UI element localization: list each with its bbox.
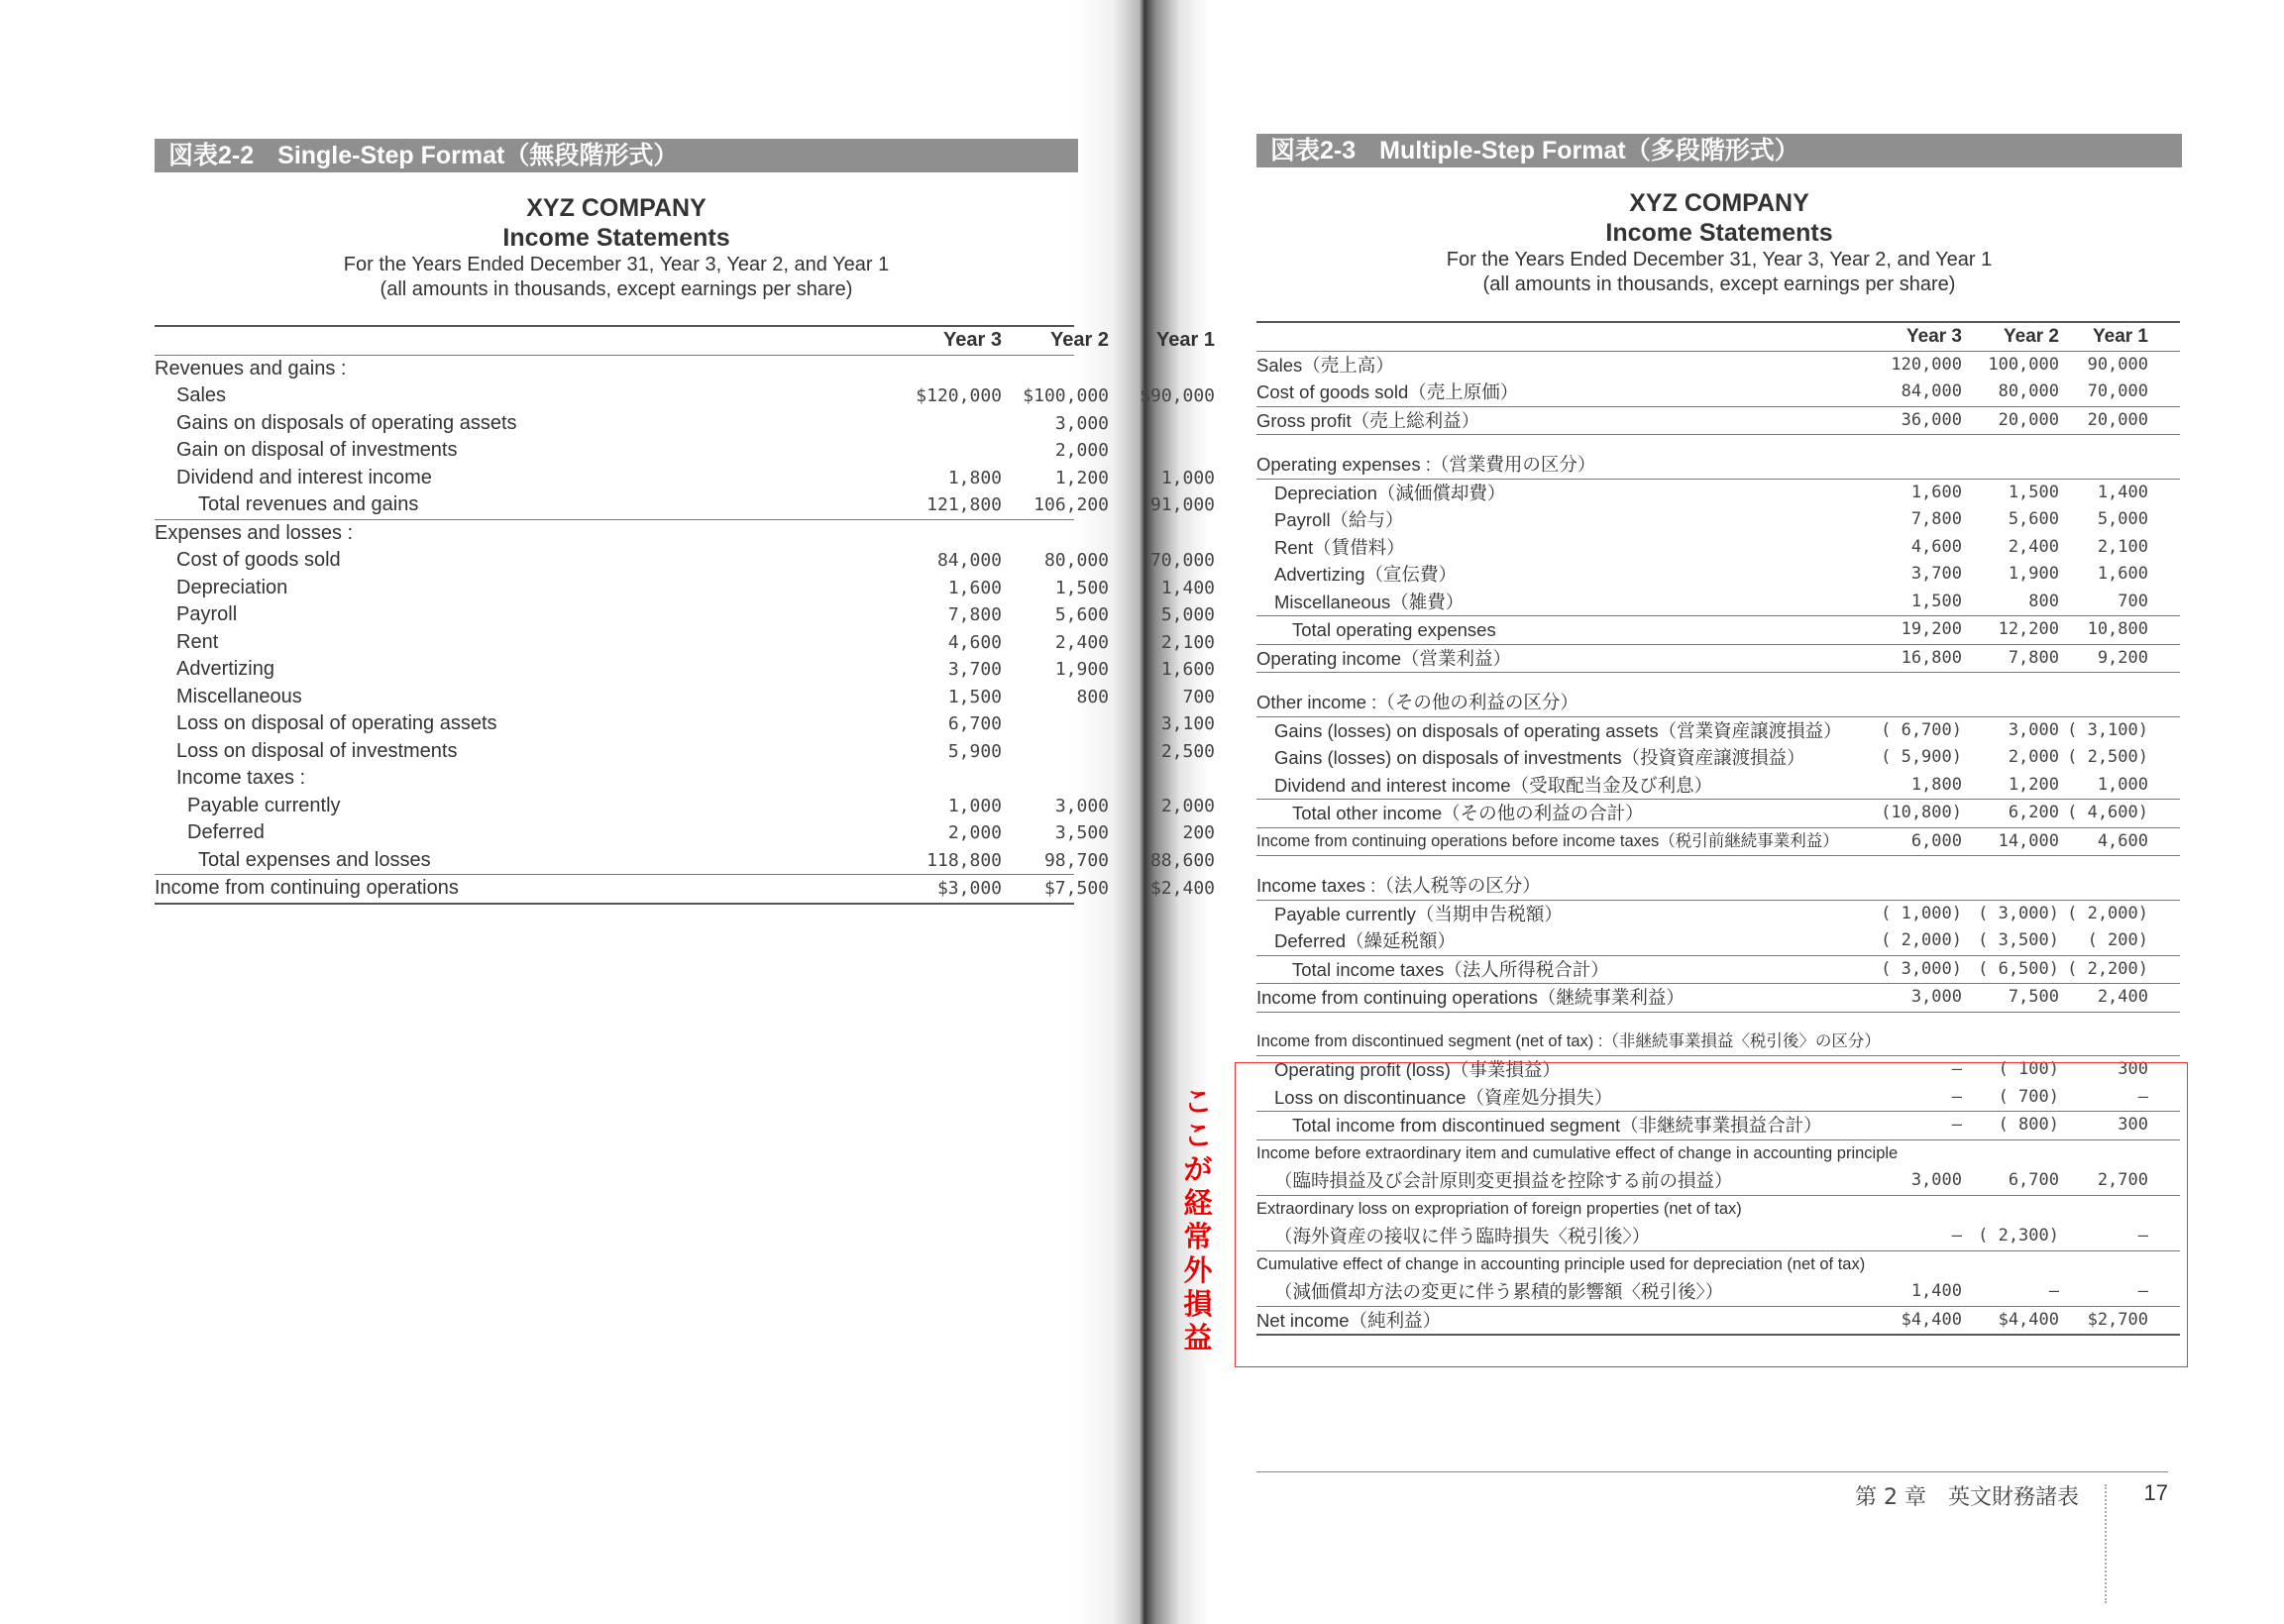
row-label: Net income（純利益） (1256, 1309, 1442, 1331)
footer-chapter: 第 2 章 英文財務諸表 (1855, 1485, 2079, 1510)
row-value: 700 (2118, 591, 2148, 611)
row-value: 700 (1182, 686, 1215, 707)
row-value: 1,800 (1910, 774, 1962, 795)
row-label: Depreciation（減価償却費） (1274, 482, 1506, 503)
row-value: ( 700) (1998, 1086, 2059, 1107)
row-value: 1,400 (1910, 1281, 1962, 1301)
row-value: ( 3,500) (1978, 930, 2059, 950)
figure-title: Multiple-Step Format（多段階形式） (1379, 137, 1799, 164)
row-label: Sales（売上高） (1256, 354, 1394, 376)
row-value: 16,800 (1901, 647, 1962, 668)
row-value: 7,500 (2008, 987, 2059, 1007)
row-value: ( 1,000) (1881, 903, 1962, 923)
row-label: Deferred（繰延税額） (1274, 930, 1456, 951)
row-value: 800 (1076, 686, 1109, 707)
statement-row (1256, 379, 2180, 407)
statement-row (155, 437, 1109, 465)
row-label: Deferred (187, 821, 265, 843)
row-value: 70,000 (2087, 381, 2148, 401)
row-value: — (2048, 1281, 2059, 1301)
statement-row (1256, 800, 2180, 828)
row-label: Rent (176, 630, 219, 653)
row-label: Income from continuing operations（継続事業利益） (1256, 987, 1685, 1008)
row-value: 12,200 (1998, 619, 2059, 639)
row-label: Payroll（給与） (1274, 509, 1404, 530)
row-value: 100,000 (1988, 354, 2059, 375)
row-value: $7,500 (1043, 878, 1109, 899)
column-header: Year 1 (2093, 326, 2148, 347)
statement-row (1256, 616, 2180, 645)
row-value: 300 (2118, 1059, 2148, 1079)
row-value: 3,000 (1910, 1170, 1962, 1190)
row-value: ( 3,000) (1978, 903, 2059, 923)
company-name: XYZ COMPANY (1629, 189, 1809, 217)
row-label: Total expenses and losses (198, 848, 431, 871)
row-label: Income taxes :（法人税等の区分） (1256, 875, 1541, 896)
row-value: 2,400 (2008, 536, 2059, 557)
statement-row (1256, 872, 2180, 901)
figure-id: 図表2-3 (1270, 137, 1357, 164)
statement-row (155, 847, 1215, 876)
row-label: Total revenues and gains (198, 493, 419, 515)
row-value: ( 200) (2087, 930, 2148, 950)
statement-row (155, 738, 1215, 766)
row-value: 300 (2118, 1115, 2148, 1135)
row-value: 1,800 (947, 467, 1002, 488)
section-gap (1256, 673, 2180, 689)
row-label: Loss on disposal of operating assets (176, 712, 497, 734)
row-value: 6,700 (2008, 1170, 2059, 1190)
row-value: 1,500 (947, 686, 1002, 707)
statement-period: For the Years Ended December 31, Year 3, Year 2, and Year 1 (343, 254, 890, 275)
statement-row (155, 520, 1074, 548)
row-label: Cost of goods sold（売上原価） (1256, 381, 1519, 402)
row-value: 20,000 (1998, 409, 2059, 430)
statement-row (1256, 645, 2180, 674)
statement-row (1256, 828, 2180, 857)
row-value: — (1951, 1086, 1962, 1107)
row-value: $120,000 (916, 385, 1002, 406)
row-value: — (2137, 1086, 2148, 1107)
page-footer (1256, 1471, 2168, 1512)
row-label: （減価償却方法の変更に伴う累積的影響額〈税引後〉） (1274, 1281, 1724, 1302)
row-label: Payable currently (187, 794, 341, 816)
row-label: （臨時損益及び会計原則変更損益を控除する前の損益） (1274, 1170, 1733, 1191)
row-value: 14,000 (1998, 830, 2059, 851)
row-value: — (1951, 1226, 1962, 1245)
row-label: Cumulative effect of change in accounting principle used for depreciation (net of tax) (1256, 1254, 1866, 1273)
row-value: 1,600 (1910, 482, 1962, 502)
row-label: Total income taxes（法人所得税合計） (1292, 958, 1609, 980)
row-value: 4,600 (2097, 830, 2148, 851)
row-value: 1,900 (1054, 659, 1109, 680)
row-value: 1,000 (1160, 467, 1215, 488)
row-value: 98,700 (1043, 849, 1109, 871)
row-label: Depreciation (176, 576, 288, 598)
row-label: Income before extraordinary item and cumulative effect of change in accounting principle (1256, 1143, 1899, 1162)
row-value: 5,600 (2008, 509, 2059, 529)
row-label: Gains (losses) on disposals of investments（投資資産譲渡損益） (1274, 747, 1805, 768)
statement-row (155, 382, 1215, 410)
row-label: Gains on disposals of operating assets (176, 411, 517, 434)
statement-row (155, 465, 1215, 492)
statement-row (1256, 534, 2180, 562)
row-value: 200 (1182, 822, 1215, 843)
row-value: 2,100 (1160, 631, 1215, 653)
row-label: Income from discontinued segment (net of tax) :（非継続事業損益〈税引後〉の区分） (1256, 1031, 1881, 1050)
statement-row (155, 575, 1215, 602)
section-gap (1256, 435, 2180, 451)
right-page (1209, 0, 2284, 1624)
row-label: Other income :（その他の利益の区分） (1256, 692, 1578, 712)
row-label: Revenues and gains : (155, 357, 347, 379)
highlight-box (1235, 1062, 2188, 1367)
row-label: Advertizing（宣伝費） (1274, 564, 1458, 585)
statement-row (155, 819, 1215, 847)
row-value: 1,400 (2097, 482, 2148, 502)
section-gap (1256, 856, 2180, 872)
row-value: 91,000 (1149, 494, 1215, 515)
statement-row (1256, 407, 2180, 436)
statement-period: For the Years Ended December 31, Year 3, Year 2, and Year 1 (1446, 249, 1993, 271)
column-header: Year 1 (1156, 329, 1215, 351)
row-label: Miscellaneous（雑費） (1274, 591, 1465, 612)
column-header-row (155, 325, 1215, 356)
statement-heading (1256, 188, 2182, 297)
section-gap (1256, 1013, 2180, 1029)
statement-row (1256, 927, 2180, 956)
row-value: 121,800 (926, 494, 1002, 515)
row-value: 70,000 (1149, 550, 1215, 571)
row-value: 3,500 (1054, 822, 1109, 843)
figure-banner-2-3 (1256, 134, 2182, 167)
row-value: 3,700 (947, 659, 1002, 680)
row-value: 88,600 (1149, 849, 1215, 871)
row-value: ( 6,700) (1881, 719, 1962, 740)
row-value: 1,200 (1054, 467, 1109, 488)
statement-row (155, 491, 1215, 520)
row-label: Income from continuing operations (155, 877, 459, 899)
row-value: 118,800 (926, 849, 1002, 871)
row-value: 3,700 (1910, 564, 1962, 584)
page-number: 17 (2143, 1480, 2168, 1505)
row-label: Advertizing (176, 658, 274, 680)
row-value: 1,600 (2097, 564, 2148, 584)
row-value: ( 5,900) (1881, 747, 1962, 767)
row-label: Gains (losses) on disposals of operating assets（営業資産譲渡損益） (1274, 719, 1842, 741)
row-value: 10,800 (2087, 619, 2148, 639)
row-value: 2,500 (1160, 740, 1215, 762)
row-value: 84,000 (936, 550, 1002, 571)
row-value: — (2137, 1226, 2148, 1245)
row-value: 9,200 (2097, 647, 2148, 668)
row-value: 7,800 (2008, 647, 2059, 668)
row-value: 1,900 (2008, 564, 2059, 584)
row-value: 2,400 (1054, 631, 1109, 653)
row-value: 6,700 (947, 713, 1002, 734)
row-value: 7,800 (1910, 509, 1962, 529)
figure-title: Single-Step Format（無段階形式） (277, 142, 679, 169)
column-header: Year 3 (943, 329, 1002, 351)
row-value: ( 3,100) (2067, 719, 2148, 740)
row-label: Gain on disposal of investments (176, 439, 458, 461)
statement-row (155, 547, 1215, 575)
statement-row (1256, 956, 2180, 985)
row-value: 2,000 (947, 822, 1002, 843)
row-value: $100,000 (1023, 385, 1109, 406)
row-value: $90,000 (1140, 385, 1215, 406)
row-value: 2,100 (2097, 536, 2148, 557)
row-label: （海外資産の接収に伴う臨時損失〈税引後〉） (1274, 1226, 1651, 1246)
statement-title: Income Statements (1605, 219, 1833, 247)
row-label: Total operating expenses (1292, 619, 1496, 640)
row-label: Dividend and interest income（受取配当金及び利息） (1274, 774, 1713, 796)
row-value: 1,500 (2008, 482, 2059, 502)
row-value: 1,000 (947, 795, 1002, 816)
row-value: (10,800) (1881, 803, 1962, 822)
row-value: 2,000 (2008, 747, 2059, 767)
row-value: ( 2,500) (2067, 747, 2148, 767)
row-label: Operating profit (loss)（事業損益） (1274, 1059, 1561, 1080)
row-value: 2,400 (2097, 987, 2148, 1007)
column-header: Year 2 (2004, 326, 2059, 347)
statement-row (1256, 717, 2180, 745)
annotation-label: ここが経常外損益 (1183, 1085, 1213, 1354)
statement-row (155, 629, 1215, 657)
statement-row (155, 710, 1215, 738)
statement-row (155, 765, 1074, 793)
column-header: Year 3 (1906, 326, 1962, 347)
statement-row (155, 601, 1215, 629)
row-value: $3,000 (936, 878, 1002, 899)
row-value: 800 (2028, 591, 2059, 611)
statement-row (1256, 984, 2180, 1013)
row-value: 3,000 (1910, 987, 1962, 1007)
row-value: ( 2,000) (1881, 930, 1962, 950)
row-value: 3,100 (1160, 713, 1215, 734)
company-name: XYZ COMPANY (526, 194, 707, 222)
row-value: 1,600 (1160, 659, 1215, 680)
row-value: 5,600 (1054, 604, 1109, 625)
statement-row (1256, 506, 2180, 534)
row-label: Extraordinary loss on expropriation of foreign properties (net of tax) (1256, 1199, 1742, 1218)
row-value: ( 6,500) (1978, 958, 2059, 979)
row-value: 5,900 (947, 740, 1002, 762)
row-value: $4,400 (1901, 1309, 1962, 1330)
row-value: — (1951, 1115, 1962, 1135)
statement-title: Income Statements (502, 224, 730, 252)
row-value: 3,000 (2008, 719, 2059, 740)
row-label: Loss on disposal of investments (176, 739, 458, 762)
row-label: Income from continuing operations before income taxes（税引前継続事業利益） (1256, 831, 1839, 850)
dotted-margin-line (2105, 1484, 2107, 1603)
row-label: Expenses and losses : (155, 521, 354, 544)
row-value: 106,200 (1033, 494, 1109, 515)
row-label: Gross profit（売上総利益） (1256, 409, 1480, 431)
row-value: 1,400 (1160, 577, 1215, 598)
column-header: Year 2 (1050, 329, 1109, 351)
row-value: ( 2,200) (2067, 958, 2148, 979)
figure-banner-2-2 (155, 139, 1078, 172)
row-label: Total income from discontinued segment（非継続事業損益合計） (1292, 1115, 1822, 1136)
row-label: Sales (176, 384, 227, 406)
row-value: ( 100) (1998, 1059, 2059, 1079)
statement-row (1256, 689, 2180, 717)
row-value: 80,000 (1998, 381, 2059, 401)
statement-units: (all amounts in thousands, except earnings per share) (1482, 273, 1956, 295)
row-value: 4,600 (947, 631, 1002, 653)
row-label: Payroll (176, 603, 238, 625)
statement-row (155, 684, 1215, 711)
row-value: ( 2,000) (2067, 903, 2148, 923)
row-value: 1,500 (1054, 577, 1109, 598)
row-value: 1,000 (2097, 774, 2148, 795)
statement-row (1256, 744, 2180, 772)
row-value: 5,000 (2097, 509, 2148, 529)
statement-row (155, 656, 1215, 684)
statement-heading (155, 193, 1078, 302)
statement-row (1256, 451, 2180, 480)
row-value: $4,400 (1998, 1309, 2059, 1330)
figure-id: 図表2-2 (168, 142, 255, 169)
row-value: 7,800 (947, 604, 1002, 625)
row-value: ( 800) (1998, 1115, 2059, 1135)
statement-row (1256, 480, 2180, 507)
row-value: 80,000 (1043, 550, 1109, 571)
row-value: 5,000 (1160, 604, 1215, 625)
statement-row (1256, 352, 2180, 379)
row-value: 1,200 (2008, 774, 2059, 795)
row-value: 2,000 (1160, 795, 1215, 816)
single-step-statement (155, 325, 1215, 905)
row-label: Dividend and interest income (176, 466, 432, 488)
row-label: Total other income（その他の利益の合計） (1292, 803, 1644, 823)
row-label: Income taxes : (176, 767, 306, 789)
row-value: ( 4,600) (2067, 803, 2148, 822)
row-value: 90,000 (2087, 354, 2148, 375)
row-label: Operating expenses :（営業費用の区分） (1256, 454, 1596, 475)
row-value: $2,700 (2087, 1309, 2148, 1330)
row-value: 3,000 (1054, 795, 1109, 816)
row-value: 6,000 (1910, 830, 1962, 851)
row-value: $2,400 (1149, 878, 1215, 899)
row-value: 120,000 (1891, 354, 1962, 375)
row-value: 20,000 (2087, 409, 2148, 430)
row-value: — (2137, 1281, 2148, 1301)
row-label: Cost of goods sold (176, 549, 341, 571)
statement-units: (all amounts in thousands, except earnings per share) (380, 278, 853, 300)
row-value: 1,500 (1910, 591, 1962, 611)
statement-row (1256, 901, 2180, 928)
row-value: 6,200 (2008, 803, 2059, 822)
statement-row (1256, 589, 2180, 617)
statement-row (155, 875, 1215, 905)
row-value: 19,200 (1901, 619, 1962, 639)
row-value: ( 2,300) (1978, 1226, 2059, 1245)
statement-row (1256, 561, 2180, 589)
row-label: Rent（賃借料） (1274, 536, 1405, 558)
statement-row (1256, 772, 2180, 801)
row-value: 1,600 (947, 577, 1002, 598)
row-value: 84,000 (1901, 381, 1962, 401)
column-header-row (1256, 321, 2180, 352)
statement-row (155, 410, 1109, 438)
row-value: 36,000 (1901, 409, 1962, 430)
statement-row (1256, 1029, 2180, 1057)
row-value: 4,600 (1910, 536, 1962, 557)
row-value: ( 3,000) (1881, 958, 1962, 979)
statement-row (155, 793, 1215, 820)
row-label: Loss on discontinuance（資産処分損失） (1274, 1086, 1613, 1108)
row-value: 2,700 (2097, 1170, 2148, 1190)
row-label: Payable currently（当期申告税額） (1274, 903, 1563, 924)
row-value: 2,000 (1054, 440, 1109, 461)
row-value: 3,000 (1054, 412, 1109, 434)
row-label: Operating income（営業利益） (1256, 647, 1512, 669)
row-value: — (1951, 1059, 1962, 1079)
row-label: Miscellaneous (176, 685, 302, 707)
statement-row (155, 356, 1074, 383)
